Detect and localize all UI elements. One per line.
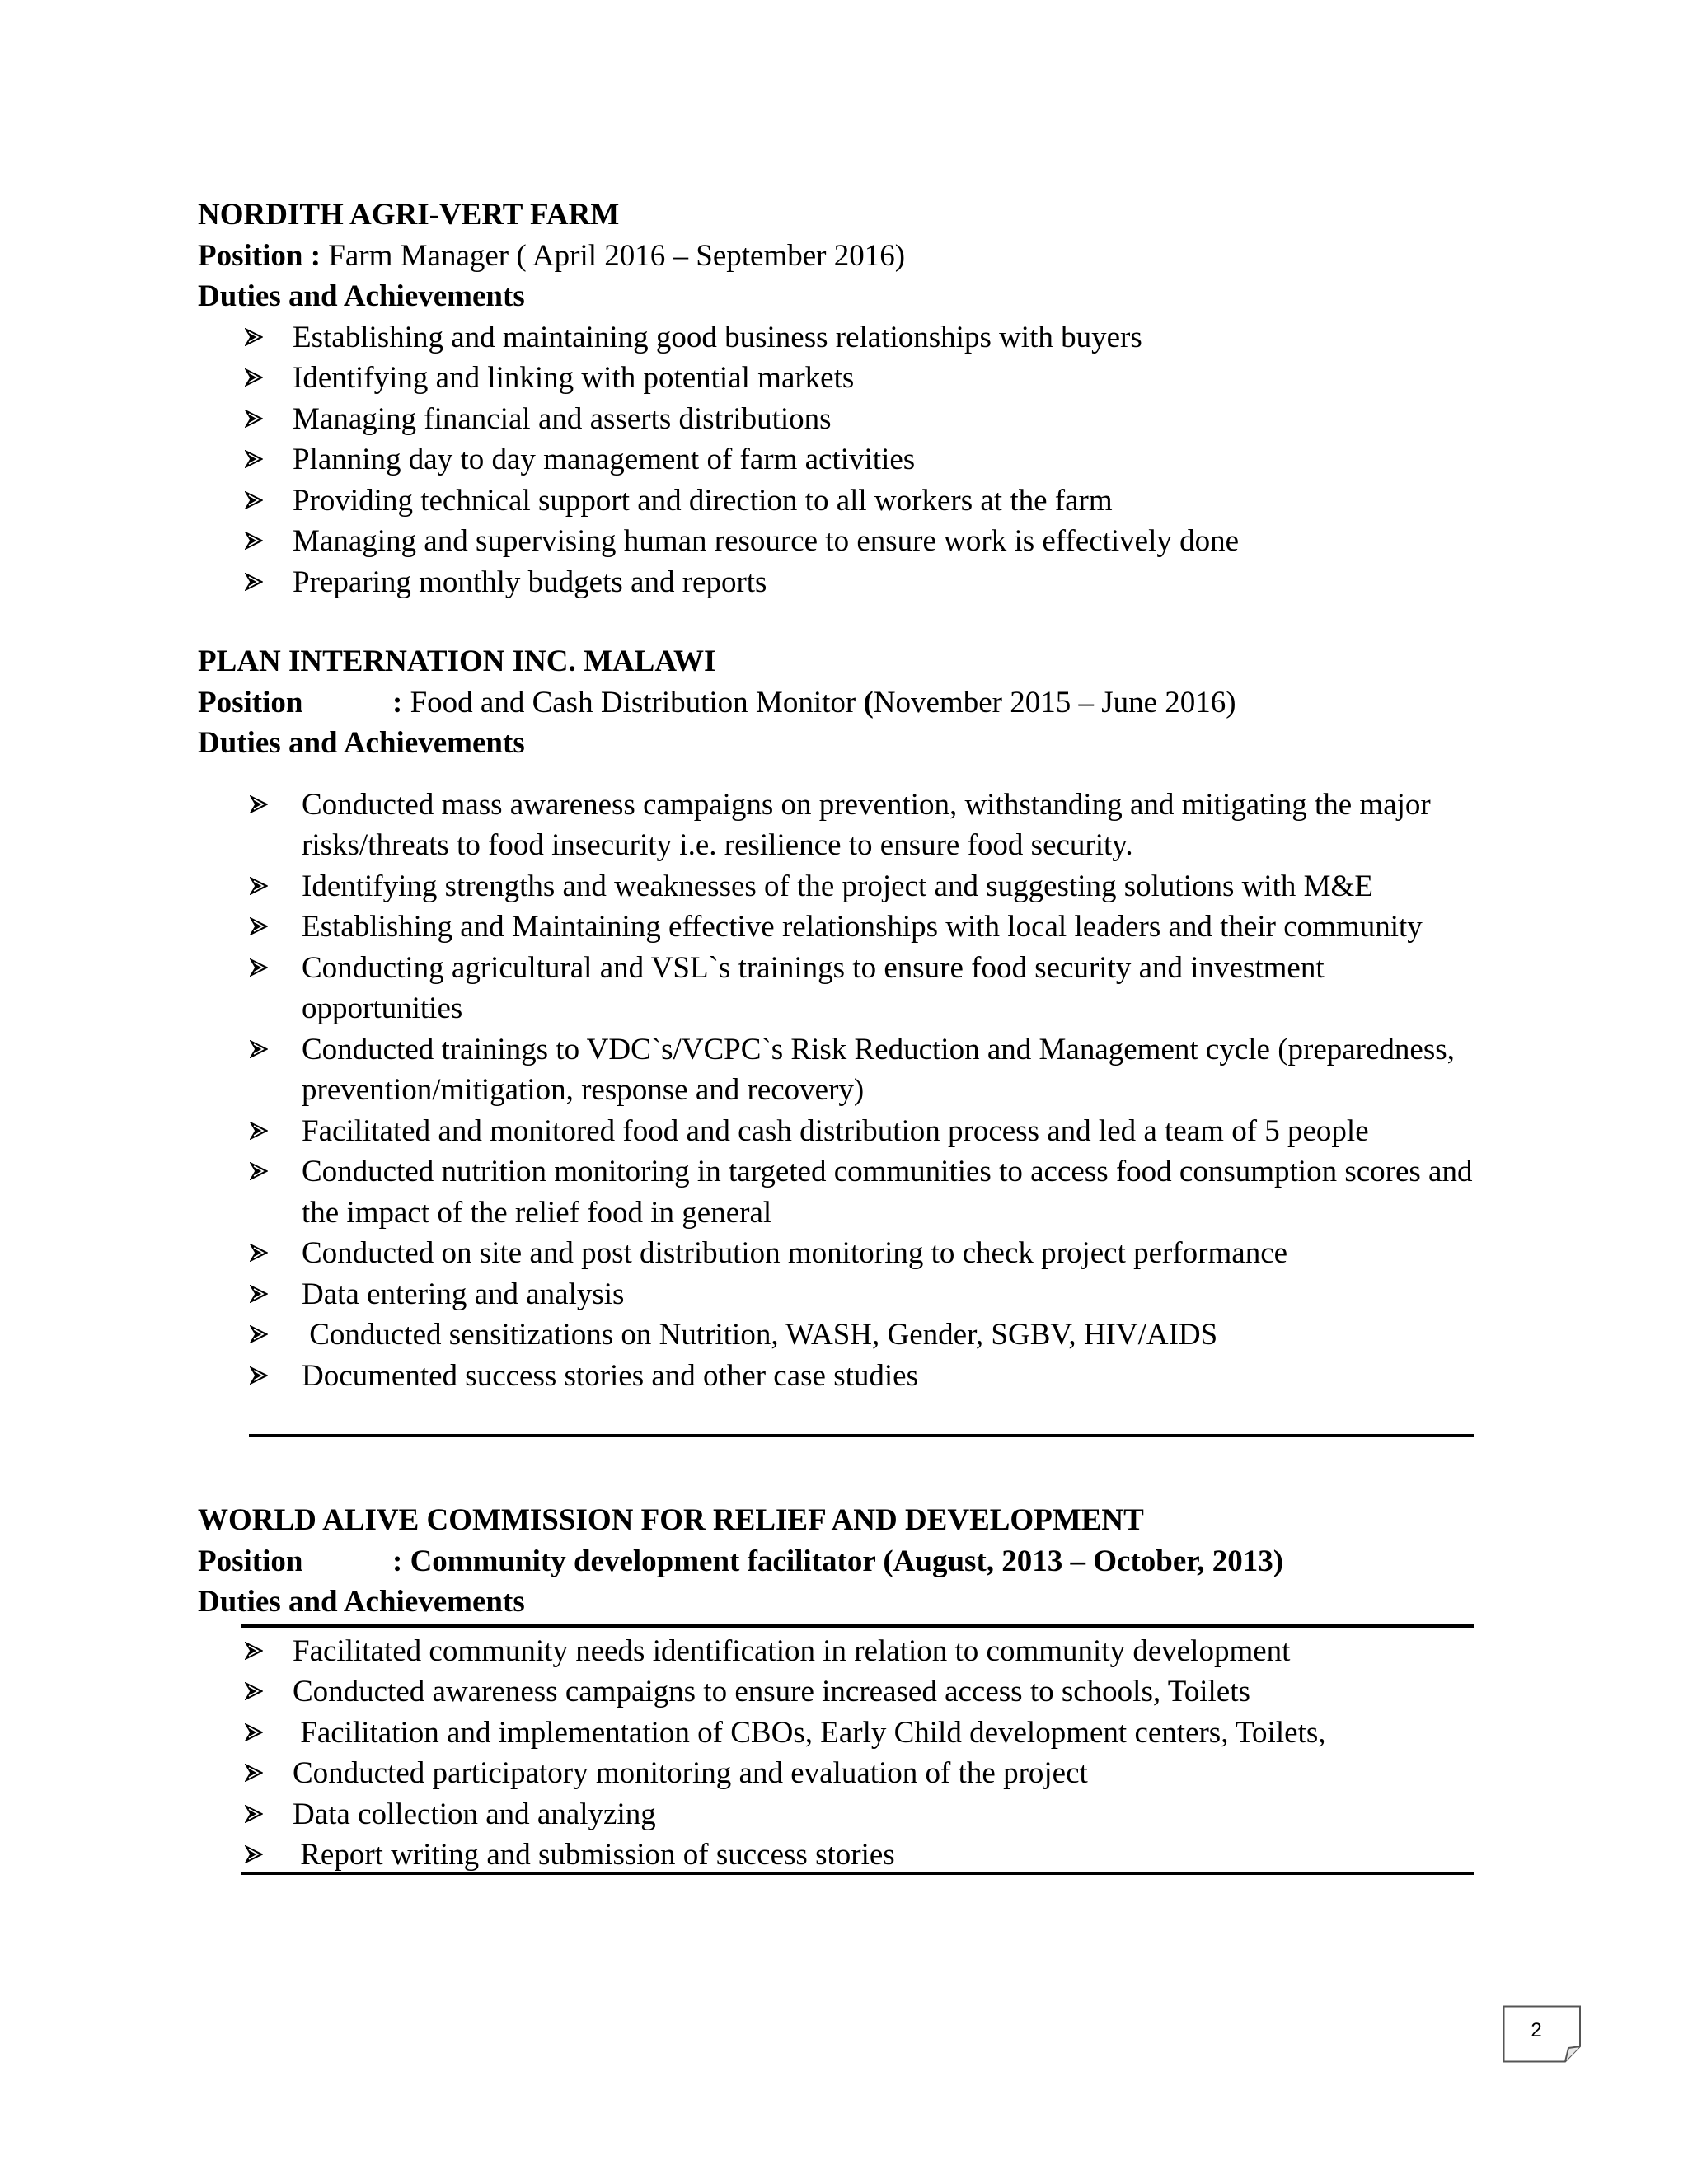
duties-heading: Duties and Achievements bbox=[198, 279, 525, 313]
arrowhead-bullet-icon bbox=[250, 1162, 268, 1180]
arrowhead-bullet-icon bbox=[250, 1244, 268, 1262]
position-label: Position : bbox=[198, 238, 321, 273]
page-number: 2 bbox=[1531, 2019, 1542, 2041]
list-item: Conducted nutrition monitoring in targeted communities to access food consumption scores and the impact of the relief food in general bbox=[198, 1151, 1484, 1233]
arrowhead-bullet-icon bbox=[245, 491, 263, 509]
list-item: Facilitated and monitored food and cash distribution process and led a team of 5 people bbox=[198, 1111, 1484, 1152]
position-line bbox=[198, 682, 1484, 724]
arrowhead-bullet-icon bbox=[250, 917, 268, 935]
arrowhead-bullet-icon bbox=[245, 410, 263, 428]
list-item: Conducted trainings to VDC`s/VCPC`s Risk Reduction and Management cycle (preparedness, prevention/mitigation, response and recovery) bbox=[198, 1029, 1484, 1111]
position-line bbox=[198, 236, 1484, 277]
list-item: Identifying strengths and weaknesses of the project and suggesting solutions with M&E bbox=[198, 866, 1484, 907]
arrowhead-bullet-icon bbox=[245, 368, 263, 387]
duties-list bbox=[198, 1631, 1484, 1876]
list-item: Facilitated community needs identification in relation to community development bbox=[198, 1631, 1484, 1672]
position-label: Position bbox=[198, 685, 303, 719]
duties-heading-underline bbox=[241, 1624, 1474, 1628]
arrowhead-bullet-icon bbox=[250, 1122, 268, 1140]
arrowhead-bullet-icon bbox=[245, 1845, 263, 1863]
duties-heading: Duties and Achievements bbox=[198, 1585, 525, 1619]
section-plan-international-malawi bbox=[198, 641, 1484, 1396]
position-line bbox=[198, 1541, 1484, 1582]
section-divider-rule bbox=[241, 1872, 1474, 1875]
org-heading: WORLD ALIVE COMMISSION FOR RELIEF AND DEVELOPMENT bbox=[198, 1503, 1144, 1537]
arrowhead-bullet-icon bbox=[250, 1366, 268, 1385]
arrowhead-bullet-icon bbox=[245, 1723, 263, 1741]
position-text: : Community development facilitator (August, 2013 – October, 2013) bbox=[392, 1544, 1284, 1578]
position-dates: November 2015 – June 2016) bbox=[873, 685, 1236, 719]
list-item: Managing and supervising human resource to ensure work is effectively done bbox=[198, 521, 1484, 562]
list-item: Report writing and submission of success stories bbox=[198, 1835, 1484, 1876]
position-text: Food and Cash Distribution Monitor bbox=[410, 685, 856, 719]
page-number-box bbox=[1503, 2005, 1582, 2063]
list-item: Conducted awareness campaigns to ensure increased access to schools, Toilets bbox=[198, 1671, 1484, 1713]
section-nordith-agri-vert-farm bbox=[198, 194, 1484, 602]
list-item: Establishing and maintaining good business relationships with buyers bbox=[198, 317, 1484, 359]
duties-list bbox=[198, 317, 1484, 603]
list-item: Preparing monthly budgets and reports bbox=[198, 562, 1484, 603]
arrowhead-bullet-icon bbox=[245, 1764, 263, 1782]
arrowhead-bullet-icon bbox=[250, 1040, 268, 1058]
position-paren: ( bbox=[863, 685, 874, 719]
section-world-alive-commission bbox=[198, 1500, 1484, 1876]
list-item: Identifying and linking with potential markets bbox=[198, 358, 1484, 399]
arrowhead-bullet-icon bbox=[245, 328, 263, 346]
list-item: Conducted mass awareness campaigns on prevention, withstanding and mitigating the major risks/threats to food insecurity i.e. resilience to ensure food security. bbox=[198, 785, 1484, 866]
position-colon: : bbox=[392, 685, 403, 719]
arrowhead-bullet-icon bbox=[250, 795, 268, 813]
duties-list bbox=[198, 785, 1484, 1397]
arrowhead-bullet-icon bbox=[250, 958, 268, 977]
list-item: Conducted participatory monitoring and evaluation of the project bbox=[198, 1753, 1484, 1794]
arrowhead-bullet-icon bbox=[245, 532, 263, 550]
list-item: Conducted on site and post distribution monitoring to check project performance bbox=[198, 1233, 1484, 1274]
arrowhead-bullet-icon bbox=[245, 450, 263, 468]
arrowhead-bullet-icon bbox=[250, 877, 268, 895]
org-heading: PLAN INTERNATION INC. MALAWI bbox=[198, 644, 716, 678]
list-item: Facilitation and implementation of CBOs, Early Child development centers, Toilets, bbox=[198, 1713, 1484, 1754]
arrowhead-bullet-icon bbox=[245, 1805, 263, 1823]
list-item: Data entering and analysis bbox=[198, 1274, 1484, 1315]
list-item: Planning day to day management of farm activities bbox=[198, 439, 1484, 480]
arrowhead-bullet-icon bbox=[250, 1325, 268, 1343]
list-item: Data collection and analyzing bbox=[198, 1794, 1484, 1835]
arrowhead-bullet-icon bbox=[245, 1682, 263, 1700]
list-item: Establishing and Maintaining effective relationships with local leaders and their community bbox=[198, 907, 1484, 948]
section-divider-rule bbox=[249, 1434, 1474, 1437]
list-item: Conducting agricultural and VSL`s trainings to ensure food security and investment opportunities bbox=[198, 948, 1484, 1029]
arrowhead-bullet-icon bbox=[245, 573, 263, 591]
position-text: Farm Manager ( April 2016 – September 2016) bbox=[328, 238, 906, 273]
duties-heading: Duties and Achievements bbox=[198, 726, 525, 760]
list-item: Conducted sensitizations on Nutrition, WASH, Gender, SGBV, HIV/AIDS bbox=[198, 1315, 1484, 1356]
arrowhead-bullet-icon bbox=[245, 1642, 263, 1660]
list-item: Managing financial and asserts distributions bbox=[198, 399, 1484, 440]
position-label: Position bbox=[198, 1544, 303, 1578]
org-heading: NORDITH AGRI-VERT FARM bbox=[198, 198, 620, 232]
list-item: Documented success stories and other case studies bbox=[198, 1356, 1484, 1397]
arrowhead-bullet-icon bbox=[250, 1285, 268, 1303]
list-item: Providing technical support and direction to all workers at the farm bbox=[198, 480, 1484, 522]
